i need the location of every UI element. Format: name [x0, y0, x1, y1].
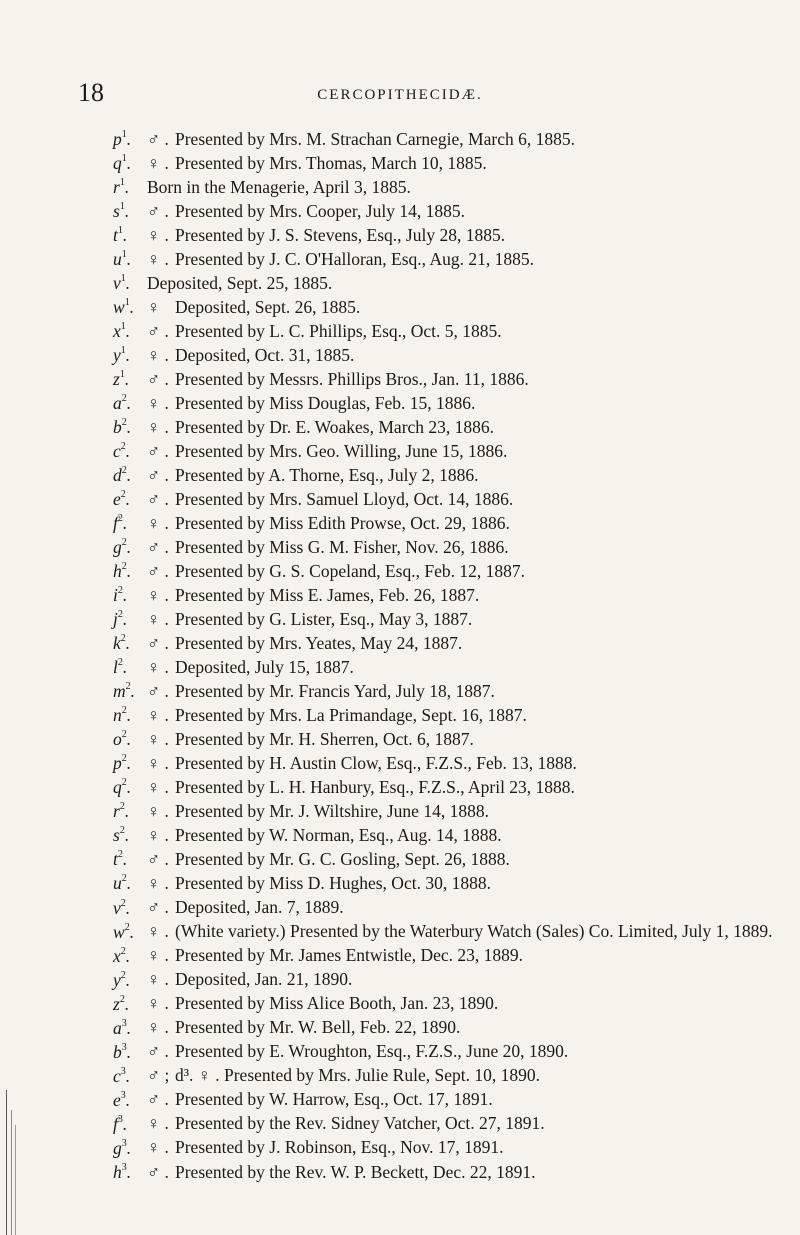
sex-symbol: ♀ .	[147, 801, 169, 822]
entry-label: $u^2$.	[113, 873, 132, 894]
entry-letter: c	[113, 441, 121, 462]
sex-symbol: ♀ .	[147, 705, 169, 726]
specimen-entry	[113, 726, 773, 749]
sex-symbol: ♀ .	[147, 825, 169, 846]
entry-letter: n	[113, 705, 122, 726]
entry-text: Presented by Mrs. Yeates, May 24, 1887.	[175, 633, 463, 654]
entry-superscript: 1	[117, 225, 123, 237]
entry-text: Presented by Mrs. Geo. Willing, June 15, 1886.	[175, 441, 508, 462]
specimen-entry	[113, 174, 773, 197]
entry-letter: t	[113, 849, 118, 870]
entry-text: Presented by Mr. G. C. Gosling, Sept. 26, 1888.	[175, 849, 510, 870]
entry-letter: b	[113, 417, 122, 438]
entry-label: $d^2$.	[113, 465, 132, 486]
entry-superscript: 1	[121, 249, 127, 261]
entry-superscript: 1	[124, 297, 130, 309]
running-head: CERCOPITHECIDÆ.	[317, 87, 483, 103]
entry-superscript: 2	[121, 873, 127, 885]
entry-text: Presented by Mrs. Samuel Lloyd, Oct. 14, 1886.	[175, 489, 514, 510]
entry-superscript: 2	[121, 777, 127, 789]
entry-label: $t^2$.	[113, 849, 128, 870]
entry-text: Deposited, July 15, 1887.	[175, 657, 354, 678]
entry-letter: a	[113, 1017, 122, 1038]
entry-label: $c^2$.	[113, 441, 131, 462]
specimen-entry	[113, 390, 773, 413]
entry-label: $n^2$.	[113, 705, 132, 726]
sex-symbol: ♀ .	[147, 729, 169, 750]
entry-label: $m^2$.	[113, 681, 136, 702]
entry-text: Presented by E. Wroughton, Esq., F.Z.S., June 20, 1890.	[175, 1041, 569, 1062]
entry-superscript: 3	[120, 1065, 126, 1077]
sex-symbol: ♀ .	[147, 152, 169, 173]
entry-superscript: 2	[121, 417, 127, 429]
entry-superscript: 1	[121, 153, 127, 165]
specimen-entry	[113, 774, 773, 797]
entry-superscript: 1	[119, 177, 125, 189]
entry-text: Deposited, Oct. 31, 1885.	[175, 344, 355, 365]
entry-superscript: 3	[120, 1089, 126, 1101]
entry-label: $j^2$.	[113, 609, 128, 630]
entry-superscript: 2	[120, 969, 126, 981]
specimen-entry	[113, 270, 773, 293]
entry-text: Presented by Mr. J. Wiltshire, June 14, 1888.	[175, 801, 489, 822]
sex-symbol: ♀ .	[147, 1137, 169, 1158]
entry-superscript: 2	[121, 561, 127, 573]
entry-label: $z^1$.	[113, 368, 130, 389]
entry-letter: p	[113, 753, 122, 774]
specimen-entry	[113, 1039, 773, 1062]
sex-symbol: ♂ .	[147, 489, 169, 510]
entry-label: $z^2$.	[113, 993, 130, 1014]
entry-text: Presented by Miss D. Hughes, Oct. 30, 1888.	[175, 873, 491, 894]
entry-text: d³. ♀ . Presented by Mrs. Julie Rule, Sept. 10, 1890.	[175, 1065, 540, 1086]
entry-text: Presented by Mrs. Cooper, July 14, 1885.	[175, 200, 465, 221]
sex-symbol: ♀	[147, 296, 161, 317]
entry-text: Presented by H. Austin Clow, Esq., F.Z.S., Feb. 13, 1888.	[175, 753, 577, 774]
sex-symbol: ♂ ;	[147, 1065, 170, 1086]
specimen-entry	[113, 150, 773, 173]
entry-letter: r	[113, 801, 120, 822]
entry-label: $c^3$.	[113, 1065, 131, 1086]
entry-label: $g^2$.	[113, 537, 132, 558]
entry-text: Presented by Mrs. La Primandage, Sept. 16, 1887.	[175, 705, 527, 726]
sex-symbol: ♂ .	[147, 441, 169, 462]
sex-symbol: ♂ .	[147, 633, 169, 654]
entry-text: Presented by Miss G. M. Fisher, Nov. 26, 1886.	[175, 537, 509, 558]
entry-letter: r	[113, 176, 120, 197]
entry-text: Presented by L. H. Hanbury, Esq., F.Z.S., April 23, 1888.	[175, 777, 575, 798]
entry-superscript: 2	[117, 513, 123, 525]
specimen-entry	[113, 678, 773, 701]
entry-superscript: 3	[121, 1161, 127, 1173]
specimen-entry	[113, 342, 773, 365]
entry-letter: x	[113, 320, 121, 341]
entry-label: $y^2$.	[113, 969, 131, 990]
specimen-entry	[113, 222, 773, 245]
entry-text: Presented by Mrs. Thomas, March 10, 1885.	[175, 152, 487, 173]
specimen-entry	[113, 895, 773, 918]
entry-text: Deposited, Jan. 21, 1890.	[175, 969, 353, 990]
sex-symbol: ♀ .	[147, 513, 169, 534]
entry-label: $p^1$.	[113, 128, 132, 149]
specimen-entry	[113, 534, 773, 557]
sex-symbol: ♂ .	[147, 1089, 169, 1110]
entry-superscript: 2	[120, 633, 126, 645]
entry-superscript: 1	[120, 345, 126, 357]
specimen-entry	[113, 630, 773, 653]
entry-superscript: 3	[121, 1017, 127, 1029]
entry-label: $f^3$.	[113, 1113, 128, 1134]
specimen-entry	[113, 438, 773, 461]
entry-label: $w^1$.	[113, 296, 135, 317]
entry-text: Presented by Miss E. James, Feb. 26, 1887.	[175, 585, 480, 606]
specimen-entry	[113, 919, 773, 942]
sex-symbol: ♀ .	[147, 657, 169, 678]
entry-label: $u^1$.	[113, 248, 132, 269]
entry-letter: b	[113, 1041, 122, 1062]
entry-text: Born in the Menagerie, April 3, 1885.	[147, 176, 411, 197]
entry-label: $t^1$.	[113, 224, 128, 245]
entry-superscript: 2	[121, 729, 127, 741]
entry-superscript: 2	[119, 801, 125, 813]
sex-symbol: ♂ .	[147, 849, 169, 870]
entry-superscript: 2	[121, 537, 127, 549]
entry-superscript: 2	[125, 681, 131, 693]
sex-symbol: ♀ .	[147, 777, 169, 798]
specimen-entry	[113, 414, 773, 437]
specimen-entry	[113, 702, 773, 725]
entry-letter: x	[113, 945, 121, 966]
entry-label: $q^1$.	[113, 152, 132, 173]
entry-text: Presented by Miss Edith Prowse, Oct. 29, 1886.	[175, 513, 510, 534]
entry-letter: z	[113, 368, 120, 389]
specimen-entry	[113, 654, 773, 677]
entry-text: Presented by Miss Alice Booth, Jan. 23, 1890.	[175, 993, 499, 1014]
page-number: 18	[78, 78, 104, 107]
entry-letter: q	[113, 777, 122, 798]
entry-superscript: 2	[117, 849, 123, 861]
sex-symbol: ♂ .	[147, 128, 169, 149]
entry-letter: s	[113, 200, 120, 221]
specimen-entry	[113, 318, 773, 341]
entry-letter: s	[113, 825, 120, 846]
sex-symbol: ♂ .	[147, 897, 169, 918]
specimen-entry	[113, 126, 773, 149]
entry-letter: y	[113, 344, 121, 365]
entry-label: $b^2$.	[113, 417, 132, 438]
margin-rule	[15, 1125, 16, 1235]
entry-text: (White variety.) Presented by the Waterbury Watch (Sales) Co. Limited, July 1, 1889.	[175, 921, 773, 942]
entry-label: $x^2$.	[113, 945, 131, 966]
entry-label: $w^2$.	[113, 921, 135, 942]
specimen-entry	[113, 1063, 773, 1086]
entry-superscript: 2	[117, 609, 123, 621]
entry-text: Presented by L. C. Phillips, Esq., Oct. 5, 1885.	[175, 320, 502, 341]
entry-label: $g^3$.	[113, 1137, 132, 1158]
entry-letter: u	[113, 873, 122, 894]
entry-text: Presented by A. Thorne, Esq., July 2, 1886.	[175, 465, 479, 486]
entry-letter: g	[113, 537, 122, 558]
entry-label: $i^2$.	[113, 585, 128, 606]
specimen-entry	[113, 943, 773, 966]
specimen-entry	[113, 198, 773, 221]
entry-superscript: 3	[121, 1137, 127, 1149]
specimen-entry	[113, 750, 773, 773]
entry-text: Presented by Mr. James Entwistle, Dec. 23, 1889.	[175, 945, 524, 966]
specimen-entry	[113, 582, 773, 605]
entry-letter: c	[113, 1065, 121, 1086]
entry-label: $e^3$.	[113, 1089, 131, 1110]
entry-label: $h^2$.	[113, 561, 132, 582]
specimen-entry	[113, 510, 773, 533]
entry-text: Presented by W. Harrow, Esq., Oct. 17, 1891.	[175, 1089, 493, 1110]
entry-superscript: 2	[120, 441, 126, 453]
sex-symbol: ♀ .	[147, 993, 169, 1014]
specimen-entry	[113, 1159, 773, 1182]
margin-rule	[6, 1090, 7, 1235]
entry-letter: z	[113, 993, 120, 1014]
entry-text: Presented by the Rev. W. P. Beckett, Dec. 22, 1891.	[175, 1161, 536, 1182]
specimen-entry	[113, 798, 773, 821]
sex-symbol: ♀ .	[147, 344, 169, 365]
margin-rule	[11, 1110, 12, 1235]
entry-superscript: 2	[121, 465, 127, 477]
entry-label: $s^1$.	[113, 200, 130, 221]
sex-symbol: ♀ .	[147, 609, 169, 630]
entry-letter: p	[113, 128, 122, 149]
entry-letter: h	[113, 561, 122, 582]
entry-letter: j	[113, 609, 118, 630]
entry-letter: q	[113, 152, 122, 173]
entry-label: $h^3$.	[113, 1161, 132, 1182]
sex-symbol: ♂ .	[147, 320, 169, 341]
entry-letter: v	[113, 897, 121, 918]
entry-text: Presented by J. S. Stevens, Esq., July 28, 1885.	[175, 224, 506, 245]
entry-label: $k^2$.	[113, 633, 131, 654]
specimen-entry	[113, 1015, 773, 1038]
entry-text: Presented by Messrs. Phillips Bros., Jan. 11, 1886.	[175, 368, 529, 389]
entry-text: Presented by Mr. H. Sherren, Oct. 6, 1887.	[175, 729, 474, 750]
sex-symbol: ♀ .	[147, 585, 169, 606]
specimen-list	[113, 126, 773, 1183]
sex-symbol: ♂ .	[147, 1161, 169, 1182]
sex-symbol: ♂ .	[147, 1041, 169, 1062]
entry-text: Presented by J. Robinson, Esq., Nov. 17, 1891.	[175, 1137, 504, 1158]
specimen-entry	[113, 967, 773, 990]
entry-letter: k	[113, 633, 121, 654]
entry-superscript: 2	[120, 897, 126, 909]
entry-text: Presented by Dr. E. Woakes, March 23, 1886.	[175, 417, 495, 438]
entry-label: $q^2$.	[113, 777, 132, 798]
entry-superscript: 2	[121, 753, 127, 765]
specimen-entry	[113, 1111, 773, 1134]
sex-symbol: ♀ .	[147, 248, 169, 269]
sex-symbol: ♀ .	[147, 224, 169, 245]
entry-label: $o^2$.	[113, 729, 132, 750]
entry-label: $v^1$.	[113, 272, 131, 293]
entry-label: $v^2$.	[113, 897, 131, 918]
sex-symbol: ♂ .	[147, 368, 169, 389]
specimen-entry	[113, 606, 773, 629]
entry-label: $e^2$.	[113, 489, 131, 510]
entry-letter: v	[113, 272, 121, 293]
specimen-entry	[113, 991, 773, 1014]
entry-letter: w	[113, 296, 125, 317]
entry-letter: g	[113, 1137, 122, 1158]
entry-text: Presented by J. C. O'Halloran, Esq., Aug. 21, 1885.	[175, 248, 534, 269]
entry-letter: m	[113, 681, 126, 702]
sex-symbol: ♂ .	[147, 681, 169, 702]
specimen-entry	[113, 246, 773, 269]
entry-text: Presented by W. Norman, Esq., Aug. 14, 1888.	[175, 825, 502, 846]
entry-superscript: 2	[120, 945, 126, 957]
sex-symbol: ♀ .	[147, 1017, 169, 1038]
entry-letter: o	[113, 729, 122, 750]
entry-text: Presented by Miss Douglas, Feb. 15, 1886.	[175, 393, 476, 413]
entry-superscript: 2	[117, 657, 123, 669]
entry-superscript: 2	[119, 993, 125, 1005]
sex-symbol: ♂ .	[147, 537, 169, 558]
sex-symbol: ♀ .	[147, 393, 169, 413]
entry-superscript: 1	[120, 321, 126, 333]
entry-text: Presented by G. Lister, Esq., May 3, 1887.	[175, 609, 473, 630]
sex-symbol: ♀ .	[147, 873, 169, 894]
entry-label: $s^2$.	[113, 825, 130, 846]
entry-text: Deposited, Sept. 25, 1885.	[147, 272, 333, 293]
entry-letter: y	[113, 969, 121, 990]
entry-label: $r^2$.	[113, 801, 130, 822]
specimen-entry	[113, 462, 773, 485]
specimen-entry	[113, 870, 773, 893]
entry-letter: e	[113, 1089, 121, 1110]
entry-text: Deposited, Sept. 26, 1885.	[175, 296, 361, 317]
entry-text: Presented by Mr. Francis Yard, July 18, 1887.	[175, 681, 495, 702]
entry-letter: f	[113, 1113, 118, 1134]
specimen-entry	[113, 846, 773, 869]
entry-label: $a^3$.	[113, 1017, 132, 1038]
entry-letter: a	[113, 393, 122, 413]
specimen-entry	[113, 558, 773, 581]
entry-label: $y^1$.	[113, 344, 131, 365]
entry-superscript: 2	[120, 489, 126, 501]
entry-text: Presented by G. S. Copeland, Esq., Feb. 12, 1887.	[175, 561, 525, 582]
sex-symbol: ♂ .	[147, 200, 169, 221]
entry-superscript: 2	[121, 393, 127, 405]
entry-superscript: 2	[119, 825, 125, 837]
entry-text: Presented by the Rev. Sidney Vatcher, Oct. 27, 1891.	[175, 1113, 545, 1134]
specimen-entry	[113, 822, 773, 845]
specimen-entry	[113, 1087, 773, 1110]
specimen-entry	[113, 294, 773, 317]
entry-letter: e	[113, 489, 121, 510]
specimen-entry	[113, 1135, 773, 1158]
sex-symbol: ♂ .	[147, 561, 169, 582]
sex-symbol: ♀ .	[147, 417, 169, 438]
entry-text: Deposited, Jan. 7, 1889.	[175, 897, 344, 918]
entry-superscript: 3	[121, 1041, 127, 1053]
page-header	[0, 78, 800, 108]
sex-symbol: ♀ .	[147, 921, 169, 942]
sex-symbol: ♀ .	[147, 945, 169, 966]
entry-letter: i	[113, 585, 118, 606]
sex-symbol: ♂ .	[147, 465, 169, 486]
entry-letter: w	[113, 921, 125, 942]
entry-label: $r^1$.	[113, 176, 130, 197]
entry-letter: u	[113, 248, 122, 269]
specimen-entry	[113, 366, 773, 389]
entry-superscript: 2	[124, 921, 130, 933]
entry-letter: h	[113, 1161, 122, 1182]
entry-letter: t	[113, 224, 118, 245]
entry-label: $b^3$.	[113, 1041, 132, 1062]
sex-symbol: ♀ .	[147, 1113, 169, 1134]
entry-text: Presented by Mr. W. Bell, Feb. 22, 1890.	[175, 1017, 461, 1038]
entry-label: $p^2$.	[113, 753, 132, 774]
entry-superscript: 1	[119, 369, 125, 381]
entry-label: $f^2$.	[113, 513, 128, 534]
entry-superscript: 1	[121, 129, 127, 140]
entry-letter: d	[113, 465, 122, 486]
entry-superscript: 3	[117, 1113, 123, 1125]
entry-text: Presented by Mrs. M. Strachan Carnegie, March 6, 1885.	[175, 128, 575, 149]
entry-letter: l	[113, 657, 118, 678]
entry-label: $a^2$.	[113, 393, 132, 413]
sex-symbol: ♀ .	[147, 969, 169, 990]
sex-symbol: ♀ .	[147, 753, 169, 774]
entry-label: $l^2$.	[113, 657, 128, 678]
entry-label: $x^1$.	[113, 320, 131, 341]
entry-superscript: 2	[117, 585, 123, 597]
entry-superscript: 1	[119, 201, 125, 213]
entry-letter: f	[113, 513, 118, 534]
entry-superscript: 1	[120, 273, 126, 285]
entry-superscript: 2	[121, 705, 127, 717]
specimen-entry	[113, 486, 773, 509]
